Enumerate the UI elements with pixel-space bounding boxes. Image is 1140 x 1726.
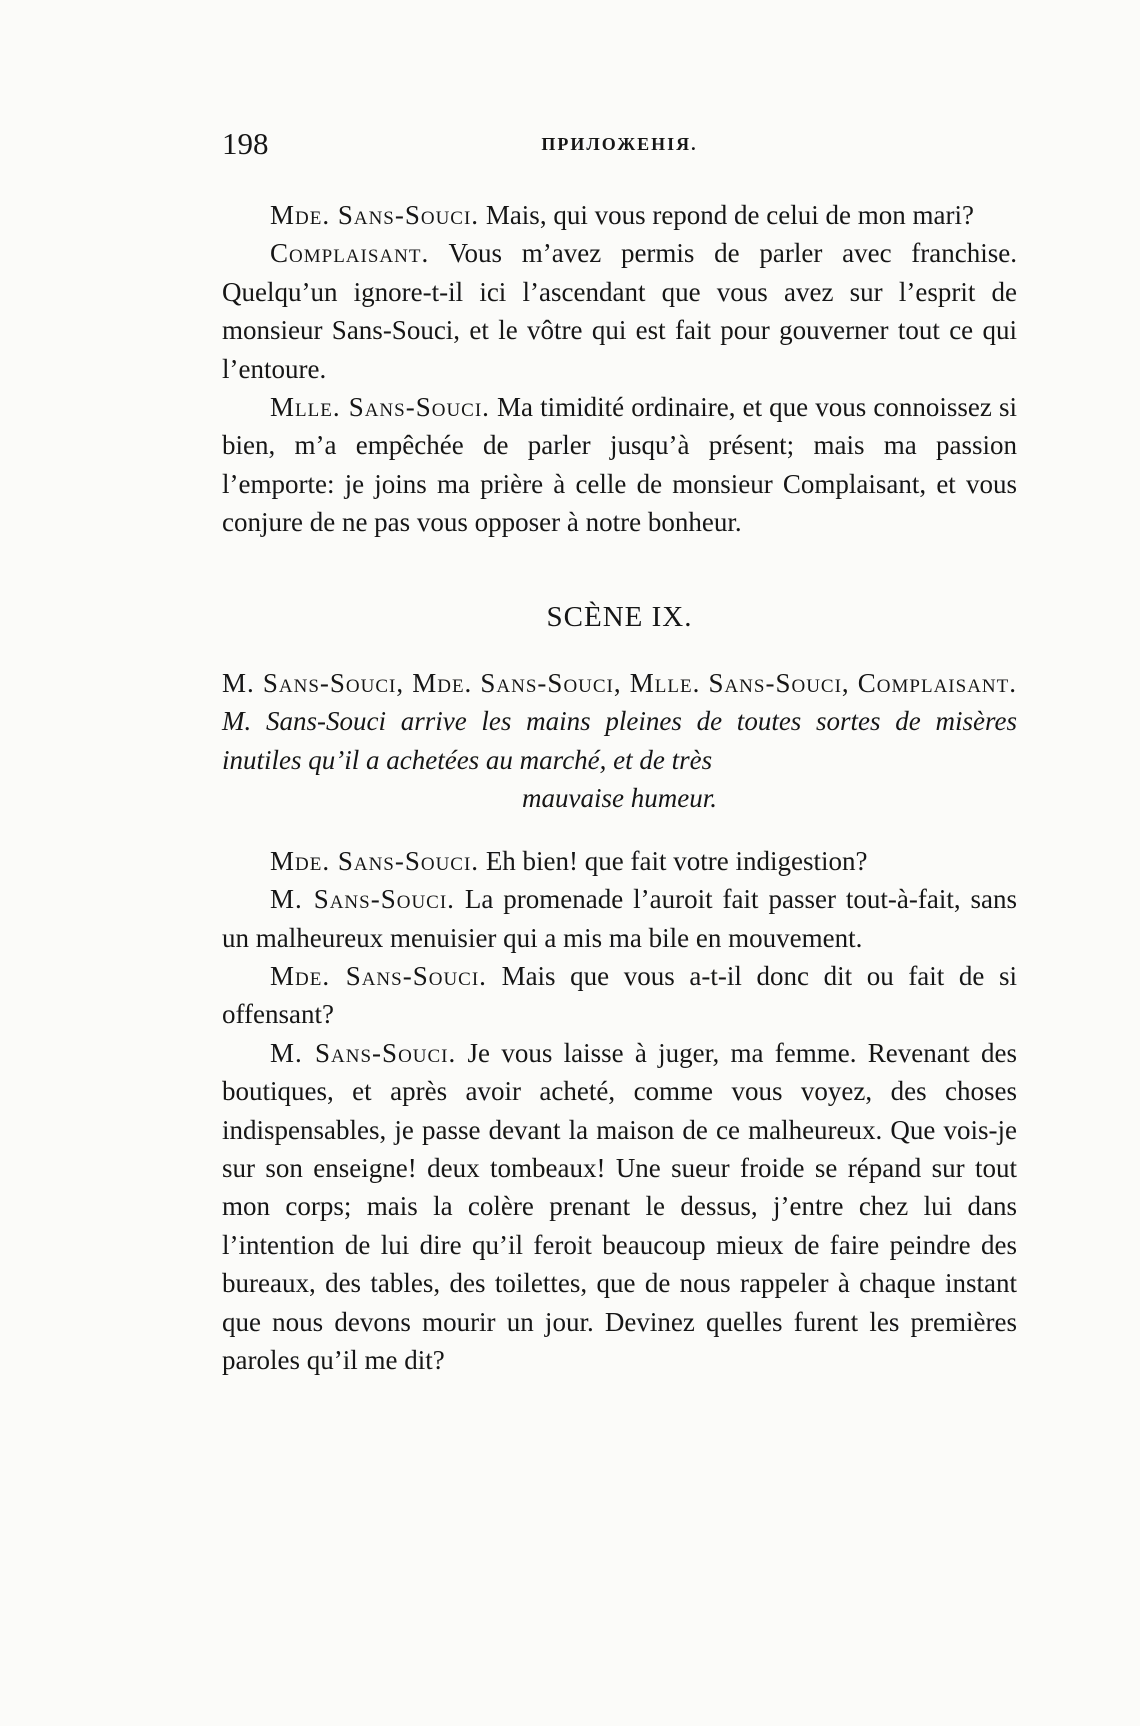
page-header (222, 126, 1017, 170)
speaker-name: M. Sans-Souci. (270, 884, 455, 915)
running-title: ПРИЛОЖЕНІЯ. (541, 134, 698, 154)
speaker-name: M. Sans-Souci. (270, 1037, 457, 1068)
body-text (222, 196, 1017, 1379)
dialogue-paragraph (222, 234, 1017, 388)
cast-names: M. Sans-Souci, Mde. Sans-Souci, Mlle. Sans-Souci, Complaisant. (222, 668, 1017, 699)
speaker-name: Mde. Sans-Souci. (270, 845, 480, 876)
stage-direction-end: mauvaise humeur. (522, 783, 717, 814)
page (222, 126, 1017, 1379)
dialogue-paragraph (222, 957, 1017, 1034)
dialogue-text: Mais, qui vous repond de celui de mon mari? (485, 200, 974, 230)
dialogue-text: Ma timidité ordinaire, et que vous connoissez si bien, m’a empêchée de parler jusqu’à présent; mais ma passion l’emporte: je joins ma prière à celle de monsieur Complaisant, et vous conjure de ne pas vous opposer à notre bonheur. (222, 392, 1018, 538)
dialogue-text: Vous m’avez permis de parler avec franchise. Quelqu’un ignore-t-il ici l’ascendant que vous avez sur l’esprit de monsieur Sans-Souci, et le vôtre qui est fait pour gouverner tout ce qui l’entoure. (222, 238, 1017, 384)
cast-list (222, 664, 1017, 779)
dialogue-text: La promenade l’auroit fait passer tout-à-fait, sans un malheureux menuisier qui a mis ma bile en mouvement. (222, 884, 1017, 953)
scene-title: SCÈNE IX. (546, 600, 693, 633)
dialogue-paragraph (222, 842, 1017, 880)
dialogue-paragraph (222, 388, 1017, 542)
speaker-name: Complaisant. (270, 238, 430, 269)
dialogue-paragraph (222, 880, 1017, 957)
stage-direction: M. Sans-Souci arrive les mains pleines de toutes sortes de misères inutiles qu’il a achetées au marché, et de très (222, 706, 1017, 775)
dialogue-text: Je vous laisse à juger, ma femme. Revenant des boutiques, et après avoir acheté, comme vous voyez, des choses indispensables, je passe devant la maison de ce malheureux. Que vois-je sur son enseigne! deux tombeaux! Une sueur froide se répand sur tout mon corps; mais la colère prenant le dessus, j’entre chez lui dans l’intention de lui dire qu’il feroit beaucoup mieux de faire peindre des bureaux, des tables, des toilettes, que de nous rappeler à chaque instant que nous devons mourir un jour. Devinez quelles furent les premières paroles qu’il me dit? (222, 1037, 1018, 1375)
dialogue-paragraph (222, 1034, 1017, 1380)
speaker-name: Mde. Sans-Souci. (270, 960, 487, 991)
spacer (222, 818, 1017, 842)
dialogue-text: Eh bien! que fait votre indigestion? (485, 845, 868, 876)
dialogue-text: Mais que vous a-t-il donc dit ou fait de si offensant? (222, 960, 1018, 1030)
speaker-name: Mlle. Sans-Souci. (270, 392, 490, 423)
speaker-name: Mde. Sans-Souci. (270, 200, 480, 230)
page-number: 198 (222, 126, 269, 161)
dialogue-paragraph (222, 196, 1017, 234)
